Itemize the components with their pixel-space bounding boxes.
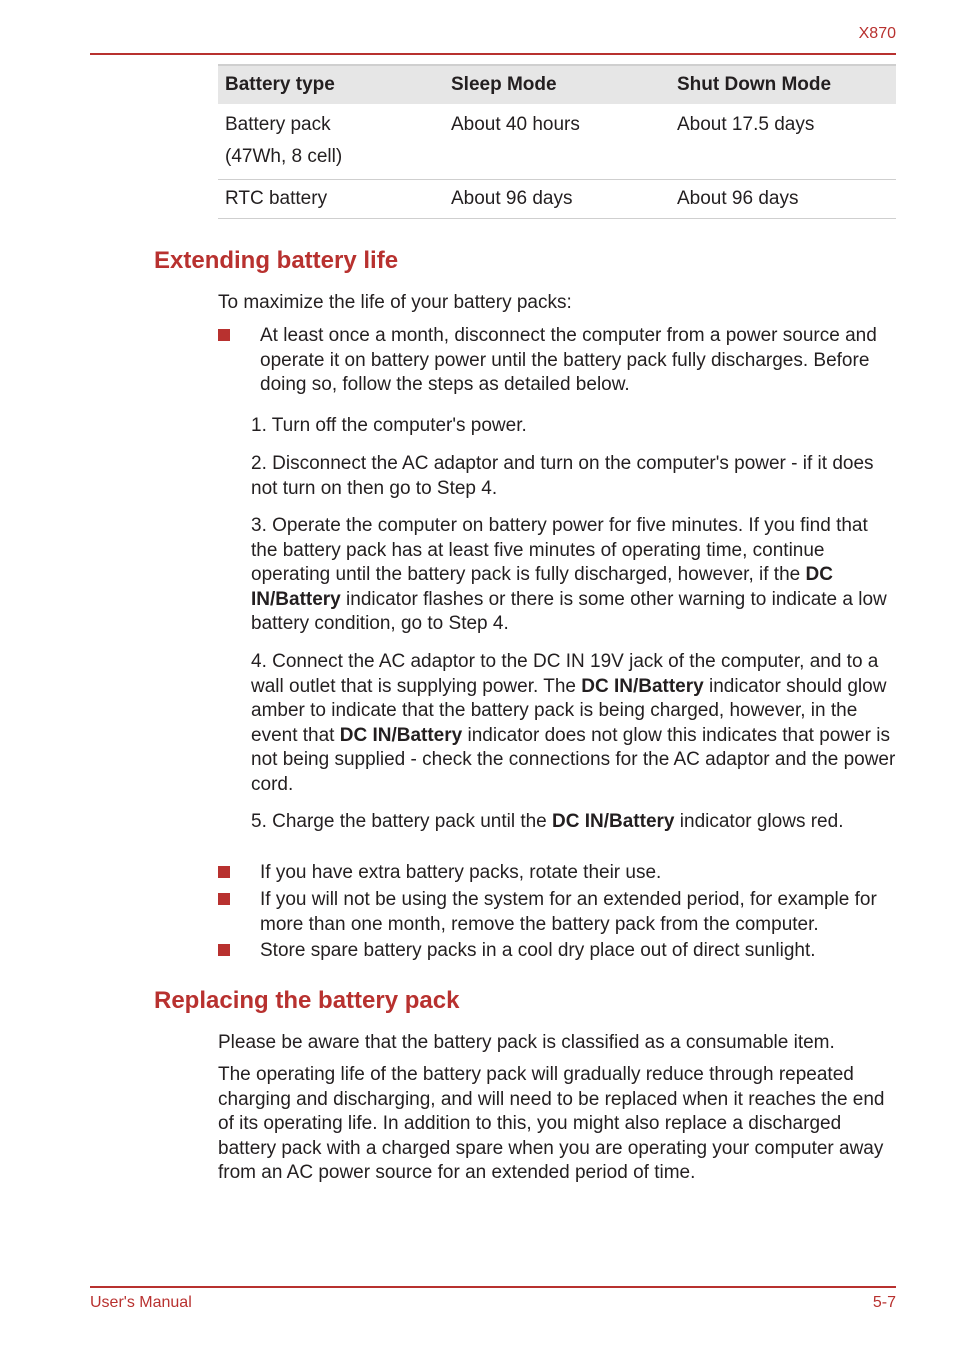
bullet-square-icon bbox=[218, 944, 230, 956]
bullet-square-icon bbox=[218, 866, 230, 878]
step-4 bbox=[251, 650, 896, 797]
bullet-square-icon bbox=[218, 329, 230, 341]
header-rule bbox=[90, 53, 896, 55]
battery-type-line1: Battery pack bbox=[225, 114, 331, 135]
table-row bbox=[218, 104, 896, 180]
table-cell-sleep: About 40 hours bbox=[444, 104, 670, 180]
section-heading-replacing-battery-pack: Replacing the battery pack bbox=[154, 987, 460, 1014]
page-number: 5-7 bbox=[872, 1294, 896, 1311]
operating-life-paragraph: The operating life of the battery pack will gradually reduce through repeated charging and discharging, and will need to be replaced when it reaches the end of its operating life. In addition to this, you might also replace a discharged battery pack with a charged spare when you are operating your computer away from an AC power source for an extended period of time. bbox=[218, 1064, 885, 1183]
step-5-text: 5. Charge the battery pack until the bbox=[251, 811, 553, 832]
column-header-sleep-mode: Sleep Mode bbox=[444, 65, 670, 104]
table-cell-shutdown: About 96 days bbox=[670, 180, 896, 219]
step-5-text-end: indicator glows red. bbox=[674, 811, 844, 832]
dc-in-battery-label: DC IN/Battery bbox=[339, 724, 463, 746]
table-header-row bbox=[218, 65, 896, 104]
step-2: 2. Disconnect the AC adaptor and turn on the computer's power - if it does not turn on then go to Step 4. bbox=[251, 453, 874, 499]
step-3-text-end: indicator flashes or there is some other warning to indicate a low battery condition, go to Step 4. bbox=[251, 588, 887, 634]
battery-type-line2: (47Wh, 8 cell) bbox=[225, 146, 343, 167]
table-cell-sleep: About 96 days bbox=[444, 180, 670, 219]
consumable-paragraph: Please be aware that the battery pack is classified as a consumable item. bbox=[218, 1032, 835, 1053]
table-row bbox=[218, 180, 896, 219]
bullet-item-monthly-discharge: At least once a month, disconnect the computer from a power source and operate it on battery power until the battery pack fully discharges. Before doing so, follow the steps as detailed below. bbox=[260, 325, 877, 395]
step-4-text-mid: indicator should glow amber to indicate that the battery pack is being charged, however, in the event that bbox=[251, 675, 887, 746]
bullet-item-storage: Store spare battery packs in a cool dry place out of direct sunlight. bbox=[260, 940, 816, 961]
battery-retention-table bbox=[218, 64, 896, 219]
table-cell-shutdown: About 17.5 days bbox=[670, 104, 896, 180]
dc-in-battery-label: DC IN/Battery bbox=[552, 811, 675, 832]
step-1: 1. Turn off the computer's power. bbox=[251, 415, 527, 436]
footer-manual-title: User's Manual bbox=[90, 1294, 192, 1311]
column-header-shutdown-mode: Shut Down Mode bbox=[670, 65, 896, 104]
column-header-battery-type: Battery type bbox=[218, 65, 444, 104]
dc-in-battery-label: DC IN/Battery bbox=[251, 564, 833, 610]
model-name: X870 bbox=[858, 25, 896, 42]
table-cell-battery-type bbox=[218, 104, 444, 180]
step-4-text-end: indicator does not glow this indicates that power is not being supplied - check the connections for the AC adaptor and the power cord. bbox=[251, 724, 896, 795]
dc-in-battery-label: DC IN/Battery bbox=[581, 675, 704, 697]
bullet-item-remove-pack: If you will not be using the system for an extended period, for example for more than one month, remove the battery pack from the computer. bbox=[260, 889, 877, 935]
step-5 bbox=[251, 810, 896, 835]
bullet-item-rotate-packs: If you have extra battery packs, rotate their use. bbox=[260, 862, 662, 883]
intro-paragraph: To maximize the life of your battery packs: bbox=[218, 292, 572, 313]
section-heading-extending-battery-life: Extending battery life bbox=[154, 247, 399, 274]
footer-rule bbox=[90, 1286, 896, 1288]
bullet-square-icon bbox=[218, 893, 230, 905]
step-3-text: 3. Operate the computer on battery power for five minutes. If you find that the battery pack has at least five minutes of operating time, continue operating until the battery pack is fully discharged, however, if the bbox=[251, 515, 868, 585]
step-4-text: 4. Connect the AC adaptor to the DC IN 19V jack of the computer, and to a wall outlet that is supplying power. The bbox=[251, 651, 879, 697]
table-cell-battery-type: RTC battery bbox=[218, 180, 444, 219]
step-3 bbox=[251, 514, 896, 637]
